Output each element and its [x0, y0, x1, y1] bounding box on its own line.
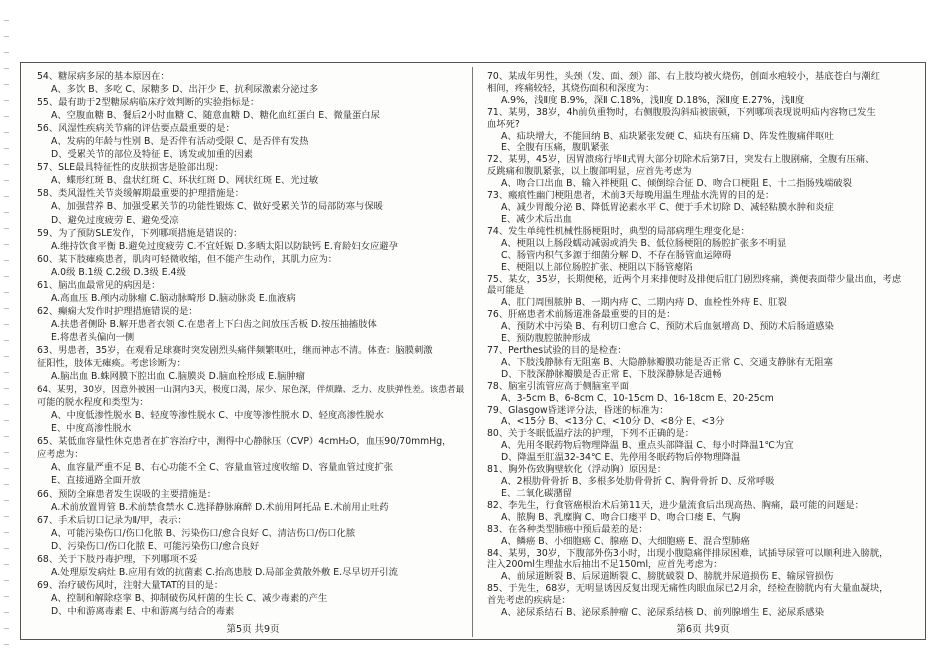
margin-tick: [4, 340, 9, 341]
margin-tick: [4, 628, 9, 629]
margin-tick: [4, 452, 9, 453]
margin-tick: [4, 324, 9, 325]
question-text: 77、Perthes试验的目的是检查：: [487, 345, 627, 356]
margin-tick: [4, 132, 9, 133]
page-5-column: [35, 71, 471, 619]
margin-tick: [4, 500, 9, 501]
answer-options: A.扶患者侧卧 B.解开患者衣领 C.在患者上下臼齿之间放压舌板 D.按压抽搐肢体: [51, 318, 377, 330]
answer-options: A、加强营养 B、加强受累关节的功能性锻炼 C、做好受累关节的局部防寒与保暖: [51, 201, 383, 213]
margin-tick: [4, 356, 9, 357]
question-text: 72、某男，45岁，因胃溃疡行毕Ⅱ式胃大部分切除术后第7日，突发右上腹剧痛，全腹有压痛、: [487, 154, 875, 166]
answer-options: E、二氧化碳潴留: [501, 487, 572, 499]
margin-tick: [4, 276, 9, 277]
question-text: 75、某女，35岁，长期便秘，近两个月来排便时及排便后肛门剧烈疼痛，粪便表面带少量出血，考虑: [487, 273, 902, 285]
margin-tick: [4, 644, 9, 645]
answer-options: E、梗阻以上部位肠腔扩张、梗阻以下肠管瘪陷: [501, 261, 693, 273]
margin-tick: [4, 580, 9, 581]
answer-options: A.术前放置胃管 B.术前禁食禁水 C.选择静脉麻醉 D.术前用阿托品 E.术前用止吐药: [51, 501, 389, 513]
question-text: 64、某男，30岁，因意外被困一山洞内3天，极度口渴，尿少、尿色深，伴烦躁、乏力、皮肤弹性差。该患者最: [37, 385, 465, 396]
answer-options: A、2根肋骨骨折 B、多根多处肋骨骨折 C、胸骨骨折 D、反常呼吸: [501, 476, 775, 488]
margin-tick: [4, 244, 9, 245]
question-text: 60、某下肢瘫痪患者，肌肉可轻微收缩，但不能产生动作，其肌力应为：: [37, 253, 338, 265]
margin-tick: [4, 388, 9, 389]
question-text: 84、某男，30岁，下腹部外伤3小时，出现小腹隐痛伴排尿困难，试插导尿管可以顺利进入膀胱，: [487, 547, 889, 559]
answer-options: D、降温至肛温32-34℃ E、先停用冬眠药物后停物理降温: [501, 452, 741, 464]
question-text: 73、瘢痕性幽门梗阻患者，术前3天每晚用温生理盐水洗胃的目的是：: [487, 190, 775, 202]
question-text: 58、类风湿性关节炎缓解期最重要的护理措施是：: [37, 188, 245, 200]
question-text: 69、治疗破伤风时，注射大量TAT的目的是：: [37, 579, 224, 591]
page-5-footer: 第5页 共9页: [226, 624, 280, 635]
answer-options: D、污染伤口/伤口化脓 E、可能污染伤口/愈合良好: [51, 540, 260, 552]
answer-options: A、先用冬眠药物后物理降温 B、重点头部降温 C、每小时降温1℃为宜: [501, 440, 794, 452]
margin-tick: [4, 148, 9, 149]
margin-tick: [4, 564, 9, 565]
margin-tick: [4, 68, 9, 69]
answer-options: D、受累关节的部位及特征 E、诱发或加重的因素: [51, 149, 253, 161]
question-text: 83、在各种类型肺癌中预后最差的是：: [487, 523, 648, 535]
answer-options: E、预防腹腔脓肿形成: [501, 333, 591, 345]
answer-options: A、控制和解除痉挛 B、抑制破伤风杆菌的生长 C、减少毒素的产生: [51, 592, 328, 604]
margin-tick: [4, 532, 9, 533]
margin-tick: [4, 100, 9, 101]
question-text: 征阳性，肢体无瘫痪。考虑诊断为：: [37, 358, 186, 370]
question-text: 首先考虑的疾病是：: [487, 595, 571, 607]
answer-options: D、下肢深静脉瓣膜是否正常 E、下肢深静脉是否通畅: [501, 368, 722, 380]
question-text: 可能的脱水程度和类型为：: [37, 397, 149, 409]
margin-tick: [4, 212, 9, 213]
question-text: 62、癫痫大发作时护理措施错误的是：: [37, 305, 198, 317]
question-text: 70、某成年男性，头颈（发、面、颈）部、右上肢均被火烧伤，创面水疱较小，基底苍白与潮红: [487, 71, 881, 82]
answer-options: A、3-5cm B、6-8cm C、10-15cm D、16-18cm E、20-25cm: [501, 392, 774, 404]
margin-tick: [4, 308, 9, 309]
answer-options: A、蝶形红斑 B、盘状红斑 C、环状红斑 D、网状红斑 E、光过敏: [51, 175, 319, 187]
page-6-footer: 第6页 共9页: [676, 624, 730, 635]
margin-tick: [4, 292, 9, 293]
answer-options: A、吻合口出血 B、输入袢梗阻 C、倾倒综合征 D、吻合口梗阻 E、十二指肠残端破裂: [501, 178, 852, 190]
answer-options: C、肠管内积气多源于细菌分解 D、不存在肠管血运障碍: [501, 249, 732, 261]
question-text: 56、风湿性疾病关节痛的评估要点最重要的是：: [37, 123, 235, 135]
margin-tick: [4, 20, 9, 21]
column-divider: [472, 67, 473, 637]
answer-options: A.处理原发病灶 B.应用有效的抗菌素 C.抬高患肢 D.局部金黄散外敷 E.尽早切开引流: [51, 566, 398, 578]
question-text: 最可能是: [487, 285, 525, 297]
margin-tick: [4, 116, 9, 117]
question-text: 55、最有助于2型糖尿病临床疗效判断的实验指标是：: [37, 97, 260, 109]
margin-tick: [4, 468, 9, 469]
margin-tick: [4, 404, 9, 405]
question-text: 注入200ml生理盐水后抽出不足150ml，应首先考虑为：: [487, 559, 723, 571]
margin-tick: [4, 420, 9, 421]
answer-options: A、可能污染伤口/伤口化脓 B、污染伤口/愈合良好 C、清洁伤口/伤口化脓: [51, 527, 356, 539]
margin-tick: [4, 548, 9, 549]
answer-options: A、下肢浅静脉有无阻塞 B、大隐静脉瓣膜功能是否正常 C、交通支静脉有无阻塞: [501, 356, 833, 368]
answer-options: A、中度低渗性脱水 B、轻度等渗性脱水 C、中度等渗性脱水 D、轻度高渗性脱水: [51, 410, 384, 422]
question-text: 82、李先生，行食管癌根治术后第11天，进少量流食后出现高热、胸痛，最可能的问题是：: [487, 499, 864, 511]
question-text: 78、脑室引流管应高于侧脑室平面: [487, 380, 629, 392]
question-text: 65、某低血容量性休克患者在扩容治疗中，测得中心静脉压（CVP）4cmH₂O，血压90/70mmHg，: [37, 436, 452, 448]
margin-tick: [4, 516, 9, 517]
answer-options: A、预防术中污染 B、有利切口愈合 C、预防术后血氨增高 D、预防术后肠道感染: [501, 321, 834, 333]
margin-tick: [4, 372, 9, 373]
answer-options: A.0级 B.1级 C.2级 D.3级 E.4级: [51, 266, 186, 278]
question-text: 应考虑为：: [37, 449, 84, 461]
margin-tick: [4, 436, 9, 437]
question-text: 相间，疼痛较轻，其烧伤面积和深度为：: [487, 82, 655, 94]
question-text: 血坏死?: [487, 118, 520, 130]
answer-options: A、鳞癌 B、小细胞癌 C、腺癌 D、大细胞癌 E、混合型肺癌: [501, 535, 750, 547]
answer-options: A、空腹血糖 B、餐后2小时血糖 C、随意血糖 D、糖化血红蛋白 E、微量蛋白尿: [51, 110, 380, 122]
answer-options: D、避免过度疲劳 E、避免受凉: [51, 214, 179, 226]
exam-paper-sheet: [20, 62, 926, 640]
answer-options: A、血容量严重不足 B、右心功能不全 C、容量血管过度收缩 D、容量血管过度扩张: [51, 462, 394, 474]
margin-tick: [4, 52, 9, 53]
margin-tick: [4, 596, 9, 597]
answer-options: A、减少胃酸分泌 B、降低胃泌素水平 C、便于手术切除 D、减轻粘膜水肿和炎症: [501, 202, 834, 214]
question-text: 76、肝癌患者术前肠道准备最重要的目的是：: [487, 309, 676, 321]
question-text: 71、某男，38岁，4h前负重物时，右侧腹股沟斜疝被嵌顿，下列哪项表现说明疝内容物已发生: [487, 106, 876, 118]
margin-tick: [4, 36, 9, 37]
answer-options: D、中和游离毒素 E、中和游离与结合的毒素: [51, 605, 235, 617]
answer-options: A、发病的年龄与性别 B、是否伴有活动受限 C、是否伴有发热: [51, 136, 309, 148]
answer-options: A.高血压 B.颅内动脉瘤 C.脑动脉畸形 D.脑动脉炎 E.血液病: [51, 292, 296, 304]
question-text: 80、关于冬眠低温疗法的护理，下列不正确的是：: [487, 428, 695, 440]
answer-options: A、前尿道断裂 B、后尿道断裂 C、膀胱破裂 D、膀胱并尿道损伤 E、输尿管损伤: [501, 571, 834, 583]
answer-options: A.9%，浅Ⅱ度 B.9%，深Ⅱ C.18%，浅Ⅱ度 D.18%，深Ⅱ度 E.27%，浅Ⅱ度: [501, 94, 805, 106]
question-text: 81、胸外伤致胸壁软化（浮动胸）原因是：: [487, 464, 667, 476]
question-text: 61、脑出血最常见的病因是：: [37, 279, 161, 291]
margin-tick: [4, 196, 9, 197]
answer-options: E、直接通路全面开放: [51, 475, 141, 487]
answer-options: A.维持饮食平衡 B.避免过度疲劳 C.不宜妊娠 D.多晒太阳以防缺钙 E.育龄妇女应避孕: [51, 240, 398, 252]
answer-options: A.脑出血 B.蛛网膜下腔出血 C.脑膜炎 D.脑血栓形成 E.脑肿瘤: [51, 371, 305, 383]
margin-tick: [4, 612, 9, 613]
answer-options: A、泌尿系结石 B、泌尿系肿瘤 C、泌尿系结核 D、前列腺增生 E、泌尿系感染: [501, 607, 824, 619]
answer-options: A、多饮 B、多吃 C、尿糖多 D、出汗少 E、抗利尿激素分泌过多: [51, 84, 319, 96]
answer-options: A、<15分 B、<13分 C、<10分 D、<8分 E、<3分: [501, 416, 725, 428]
question-text: 68、关于下肢丹毒护理，下列哪项不妥: [37, 553, 198, 565]
margin-tick: [4, 484, 9, 485]
margin-tick: [4, 180, 9, 181]
margin-tick: [4, 164, 9, 165]
question-text: 66、预防全麻患者发生误吸的主要措施是：: [37, 488, 217, 500]
answer-options: E、中度高渗性脱水: [51, 423, 132, 435]
question-text: 57、SLE最具特征性的皮肤损害是脸部出现：: [37, 162, 224, 174]
answer-options: A、脓胸 B、乳糜胸 C、吻合口瘘平 D、吻合口瘘 E、气胸: [501, 511, 741, 523]
answer-options: E、减少术后出血: [501, 213, 572, 225]
binding-margin-marks: [4, 0, 12, 658]
question-text: 54、糖尿病多尿的基本原因在：: [37, 71, 170, 82]
page-6-column: [485, 71, 921, 619]
answer-options: E、全腹有压痛，腹肌紧张: [501, 142, 610, 154]
margin-tick: [4, 260, 9, 261]
margin-tick: [4, 84, 9, 85]
margin-tick: [4, 228, 9, 229]
question-text: 59、为了预防SLE发作，下列哪项措施是错误的：: [37, 227, 243, 239]
question-text: 85、于先生，68岁，无明显诱因反复出现无痛性肉眼血尿已2月余，经检查膀胱内有大量血凝块，: [487, 583, 889, 595]
answer-options: E.将患者头偏向一侧: [51, 331, 135, 343]
question-text: 反跳痛和腹肌紧张，以上腹部明显，应首先考虑为: [487, 166, 692, 178]
answer-options: A、梗阻以上肠段蠕动减弱或消失 B、低位肠梗阻的肠腔扩张多不明显: [501, 237, 787, 249]
question-text: 63、男患者，35岁，在观看足球赛时突发剧烈头痛伴频繁呕吐，继而神志不清。体查：脑膜刺激: [37, 345, 433, 356]
question-text: 67、手术后切口记录为Ⅱ/甲，表示：: [37, 514, 187, 526]
question-text: 79、Glasgow昏迷评分法，昏迷的标准为：: [487, 404, 669, 416]
answer-options: A、疝块增大，不能回纳 B、疝块紧张发硬 C、疝块有压痛 D、阵发性腹痛伴呕吐: [501, 130, 834, 142]
question-text: 74、发生单纯性机械性肠梗阻时，典型的局部病理生理变化是：: [487, 225, 750, 237]
answer-options: A、肛门周围脓肿 B、一期内痔 C、二期内痔 D、血栓性外痔 E、肛裂: [501, 297, 787, 309]
